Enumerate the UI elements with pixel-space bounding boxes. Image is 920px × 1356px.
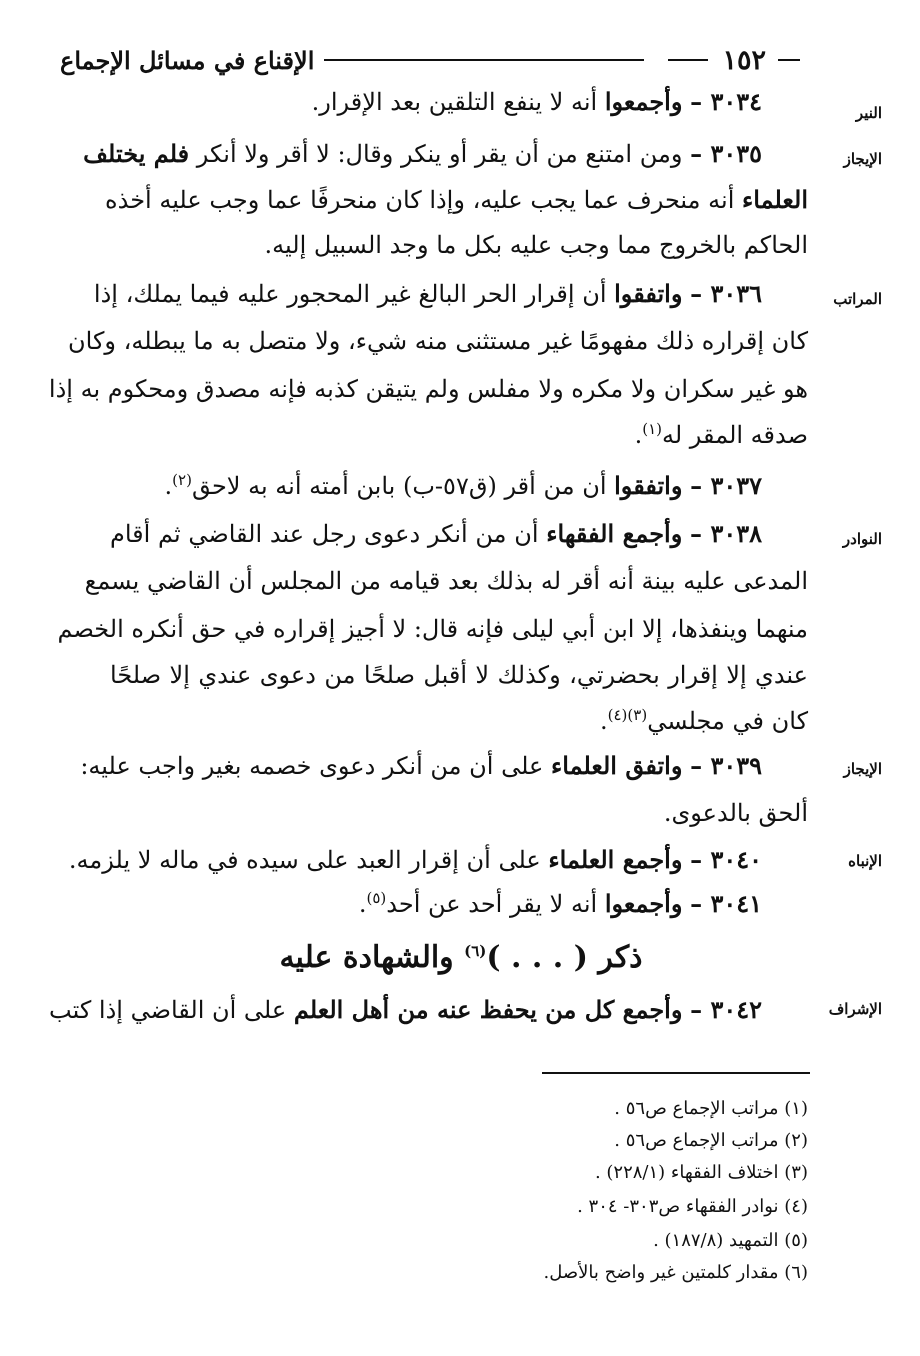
entry-3036-line	[110, 420, 808, 451]
entry-text: .	[164, 472, 173, 500]
footnote-ref: (٢)	[172, 471, 192, 489]
heading-text: والشهادة عليه	[279, 940, 454, 975]
source-label: النوادر	[842, 530, 882, 548]
footnote: (٦) مقدار كلمتين غير واضح بالأصل.	[543, 1262, 808, 1283]
header-dash	[668, 59, 708, 61]
entry-3036-line: هو غير سكران ولا مكره ولا مفلس ولم يتيقن كذبه فإنه مصدق ومحكوم به إذا	[48, 375, 808, 403]
footnote: (٤) نوادر الفقهاء ص٣٠٣- ٣٠٤ .	[577, 1196, 808, 1217]
source-label: الإيجاز	[843, 150, 882, 168]
entry-3037	[110, 470, 808, 502]
entry-lead: وأجمع كل من يحفظ عنه من أهل العلم	[293, 995, 683, 1024]
entry-text: .	[634, 421, 643, 449]
source-label: النير	[855, 104, 882, 122]
entry-3038-line	[110, 706, 808, 737]
entry-text: أن من أنكر دعوى رجل عند القاضي ثم أقام	[110, 520, 539, 548]
footnote-ref: (٦)	[464, 942, 487, 960]
entry-number: ٣٠٣٤ –	[690, 87, 762, 116]
entry-number: ٣٠٤٢ –	[690, 995, 762, 1024]
source-label: الإنباه	[848, 852, 882, 870]
entry-3042	[49, 994, 808, 1026]
entry-lead: فلم يختلف	[83, 139, 190, 168]
entry-3035-line	[105, 184, 808, 216]
entry-3038-line: المدعى عليه بينة أنه أقر له بذلك بعد قيامه من المجلس أن القاضي يسمع	[84, 567, 808, 595]
entry-number: ٣٠٤٠ –	[690, 845, 762, 874]
entry-lead: وأجمع الفقهاء	[546, 519, 683, 548]
header-rule	[324, 59, 644, 61]
entry-text: كان في مجلسي	[647, 707, 808, 735]
book-title: الإقناع في مسائل الإجماع	[60, 45, 315, 75]
footnote-ref: (٥)	[366, 889, 387, 907]
entry-lead: واتفقوا	[614, 471, 683, 500]
footnote-ref: (٣)(٤)	[607, 706, 648, 724]
entry-text: أن من أقر (ق٥٧-ب) بابن أمته أنه به لاحق	[191, 472, 607, 500]
entry-lead: وأجمعوا	[604, 889, 683, 918]
entry-lead: وأجمعوا	[604, 87, 683, 116]
footnote: (٥) التمهيد (١٨٧/٨) .	[653, 1230, 808, 1251]
entry-text: أنه منحرف عما يجب عليه، وإذا كان منحرفًا عما وجب عليه أخذه	[105, 186, 735, 214]
entry-3038-line: منهما وينفذها، إلا ابن أبي ليلى فإنه قال: لا أجيز إقراره في حق أنكره الخصم	[57, 615, 808, 643]
footnote: (٢) مراتب الإجماع ص٥٦ .	[614, 1130, 808, 1151]
entry-text: على أن من أنكر دعوى خصمه بغير واجب عليه:	[80, 752, 544, 780]
entry-3039-line	[80, 750, 808, 782]
entry-lead: وأجمع العلماء	[548, 845, 683, 874]
entry-3038-line: عندي إلا إقرار بحضرتي، وكذلك لا أقبل صلحًا من دعوى عندي إلا صلحًا	[110, 661, 808, 689]
page-header	[60, 40, 800, 80]
entry-3038-line	[110, 518, 808, 550]
entry-3036-line: كان إقراره ذلك مفهومًا غير مستثنى منه شيء، ولا متصل به ما يبطله، وكان	[68, 327, 808, 355]
entry-3035-line	[83, 138, 808, 170]
entry-number: ٣٠٣٦ –	[690, 279, 762, 308]
heading-text: ذكر ( . . . )	[486, 940, 643, 975]
entry-3039-line: ألحق بالدعوى.	[663, 799, 808, 827]
source-label: الإشراف	[828, 1000, 882, 1018]
footnote-ref: (١)	[642, 420, 662, 438]
page-number: ١٥٢	[722, 44, 766, 76]
entry-text: .	[358, 890, 367, 918]
section-heading	[112, 940, 810, 975]
entry-3034	[110, 86, 808, 118]
source-label: الإيجاز	[843, 760, 882, 778]
entry-text: صدقه المقر له	[662, 421, 808, 449]
entry-number: ٣٠٣٧ –	[690, 471, 762, 500]
footnote-separator	[542, 1072, 810, 1074]
entry-text: أن إقرار الحر البالغ غير المحجور عليه فيما يملك، إذا	[93, 280, 607, 308]
entry-number: ٣٠٤١ –	[690, 889, 762, 918]
entry-number: ٣٠٣٩ –	[690, 751, 762, 780]
entry-number: ٣٠٣٨ –	[690, 519, 763, 548]
entry-3036-line	[93, 278, 808, 310]
header-dash	[778, 59, 800, 61]
footnote: (١) مراتب الإجماع ص٥٦ .	[614, 1098, 808, 1119]
entry-lead: العلماء	[742, 185, 808, 214]
entry-text: على أن القاضي إذا كتب	[49, 996, 287, 1024]
entry-3035-line: الحاكم بالخروج مما وجب عليه بكل ما وجد السبيل إليه.	[264, 231, 808, 259]
entry-3040	[68, 844, 808, 876]
entry-number: ٣٠٣٥ –	[690, 139, 762, 168]
entry-3041	[110, 888, 808, 920]
entry-lead: واتفقوا	[614, 279, 683, 308]
footnote: (٣) اختلاف الفقهاء (٢٢٨/١) .	[594, 1162, 808, 1183]
source-label: المراتب	[833, 290, 882, 308]
entry-lead: واتفق العلماء	[551, 751, 683, 780]
entry-text: .	[599, 707, 608, 735]
entry-text: على أن إقرار العبد على سيده في ماله لا يلزمه.	[68, 846, 541, 874]
entry-text: أنه لا ينفع التلقين بعد الإقرار.	[311, 88, 598, 116]
entry-text: أنه لا يقر أحد عن أحد	[386, 890, 598, 918]
entry-text: ومن امتنع من أن يقر أو ينكر وقال: لا أقر ولا أنكر	[196, 140, 683, 168]
